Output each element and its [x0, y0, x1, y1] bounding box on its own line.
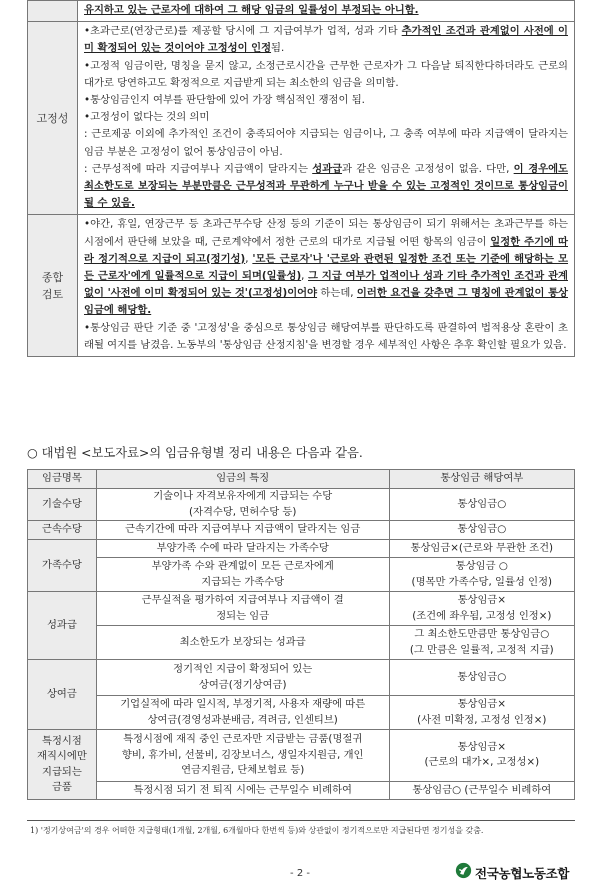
table-row: 근속수당 근속기간에 따라 지급여부나 지급액이 달라지는 임금 통상임금○ [28, 521, 575, 540]
prev-row-text: 유지하고 있는 근로자에 대하여 그 해당 임금의 일률성이 부정되는 아니함. [78, 1, 575, 22]
table-row: 특정시점 되기 전 퇴직 시에는 근무일수 비례하여 통상임금○ (근무일수 비례하여 [28, 781, 575, 800]
header-name: 임금명목 [28, 470, 97, 489]
table-row: 성과급 근무실적을 평가하여 지급여부나 지급액이 결정되는 임금 통상임금× (조건에 좌우됨, 고정성 인정×) [28, 592, 575, 626]
wage-type-table [27, 469, 575, 800]
footnote: 1) '정기상여금'의 경우 어떠한 지급형태(1개월, 2개월, 6개월마다 한번씩 등)와 상관없이 정기적으로만 지급된다면 정기성을 갖춤. [30, 826, 484, 835]
header-result: 통상임금 해당여부 [389, 470, 574, 489]
table-row: 기업실적에 따라 일시적, 부정기적, 사용자 재량에 따른 상여금(경영성과분배금, 격려금, 인센티브) 통상임금× (사전 미확정, 고정성 인정×) [28, 696, 575, 730]
prev-row-label [28, 1, 78, 22]
summary-label: 종합 검토 [28, 215, 78, 357]
header-feature: 임금의 특징 [96, 470, 389, 489]
table-row: 상여금 정기적인 지급이 확정되어 있는 상여금(정기상여금) 통상임금○ [28, 660, 575, 696]
table-row: 특정시점 재직시에만 지급되는 금품 특정시점에 재직 중인 근로자만 지급받는 금품(명절귀향비, 휴가비, 선물비, 김장보너스, 생일자지원금, 개인연금지원금, 단체보험료 등) 통상임금× (근로의 대가×, 고정성×) [28, 730, 575, 782]
summary-description: •야간, 휴일, 연장근무 등 초과근무수당 산정 등의 기준이 되는 통상임금이 되기 위해서는 초과근무를 하는 시점에서 판단해 보았을 때, 근로계약에서 정한 근로의 대가로 지급될 어떤 항목의 임금이 일정한 주기에 따라 정기적으로 지급이 되고(정기성), '모든 근로자'나 '근로와 관련된 일정한 조건 또는 기준에 해당하는 모든 근로자'에게 일률적으로 지급이 되며(일률성), 그 지급 여부가 업적이나 성과 기타 추가적인 조건과 관계없이 '사전에 이미 확정되어 있는 것'(고정성)이어야 하는데, 이러한 요건을 갖추면 그 명칭에 관계없이 통상임금에 해당함. •통상임금 판단 기준 중 '고정성'을 중심으로 통상임금 해당여부를 판단하도록 판결하여 법적용상 혼란이 초래될 여지를 남겼음. 노동부의 '통상임금 산정지침'을 변경할 경우 세부적인 사항은 추후 확인할 필요가 있음. [78, 215, 575, 357]
table-row: 기술수당 기술이나 자격보유자에게 지급되는 수당(자격수당, 면허수당 등) 통상임금○ [28, 489, 575, 521]
table-row: 가족수당 부양가족 수에 따라 달라지는 가족수당 통상임금×(근로와 무관한 조건) [28, 539, 575, 558]
org-name: 전국농협노동조합 [475, 865, 570, 881]
criteria-table [27, 0, 575, 357]
org-logo [455, 862, 569, 883]
table-header [28, 470, 575, 489]
page-number: - 2 - [290, 868, 310, 879]
fixed-label: 고정성 [28, 22, 78, 215]
table-row: 최소한도가 보장되는 성과급 그 최소한도만큼만 통상임금○ (그 만큼은 일률적, 고정적 지급) [28, 626, 575, 660]
fixed-description: •초과근로(연장근로)를 제공할 당시에 그 지급여부가 업적, 성과 기타 추가적인 조건과 관계없이 사전에 이미 확정되어 있는 것이어야 고정성이 인정됨. •고정적 임금이란, 명칭을 묻지 않고, 소정근로시간을 근무한 근로자가 그 다음날 퇴직한다하더라도 근로의 대가로 당연하고도 확정적으로 지급받게 되는 최소한의 임금을 의미함. •통상임금인지 여부를 판단함에 있어 가장 핵심적인 쟁점이 됨. •고정성이 없다는 것의 의미 : 근로제공 이외에 추가적인 조건이 충족되어야 지급되는 임금이나, 그 충족 여부에 따라 지급액이 달라지는 임금 부분은 고정성이 없어 통상임금이 아님. : 근무성적에 따라 지급여부나 지급액이 달라지는 성과급과 같은 임금은 고정성이 없음. 다만, 이 경우에도 최소한도로 보장되는 부분만큼은 근무성적과 무관하게 누구나 받을 수 있는 고정적인 것이므로 통상임금이 될 수 있음. [78, 22, 575, 215]
footnote-divider [27, 820, 575, 821]
table-row: 부양가족 수와 관계없이 모든 근로자에게 지급되는 가족수당 통상임금 ○ (명목만 가족수당, 일률성 인정) [28, 558, 575, 592]
section-heading: ○ 대법원 <보도자료>의 임금유형별 정리 내용은 다음과 같음. [27, 446, 363, 460]
nonghyup-logo-icon [455, 862, 472, 883]
